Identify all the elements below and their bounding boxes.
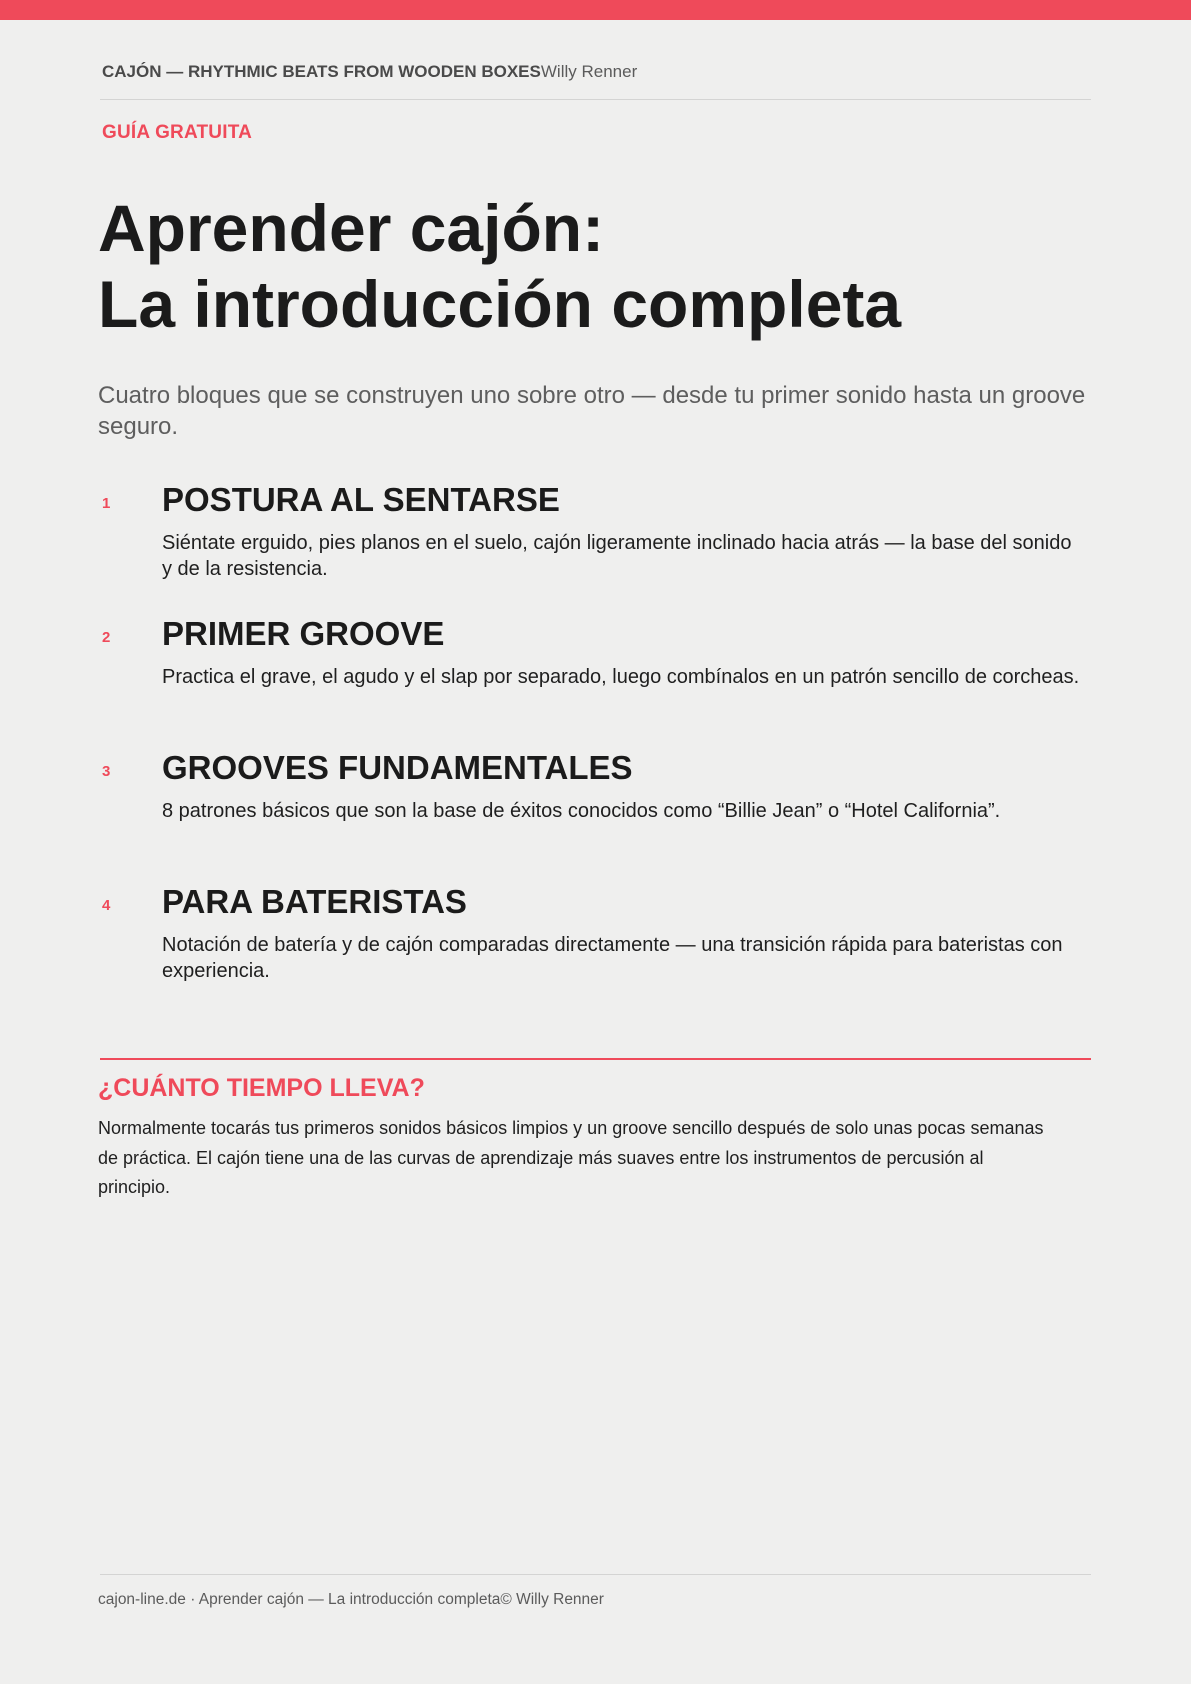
section-divider bbox=[100, 1058, 1091, 1060]
time-section-heading: ¿CUÁNTO TIEMPO LLEVA? bbox=[98, 1074, 425, 1102]
step-number: 4 bbox=[102, 897, 111, 914]
step-number: 3 bbox=[102, 763, 111, 780]
step-number: 1 bbox=[102, 495, 111, 512]
footer-source: cajon-line.de · Aprender cajón — La introducción completa bbox=[98, 1591, 501, 1608]
footer-copyright: © Willy Renner bbox=[500, 1591, 604, 1608]
top-accent-bar bbox=[0, 0, 1191, 20]
page-title-line-1: Aprender cajón: bbox=[98, 191, 605, 265]
header-brand: CAJÓN — RHYTHMIC BEATS FROM WOODEN BOXES bbox=[102, 62, 541, 81]
page-footer bbox=[98, 1590, 604, 1610]
page-title-line-2: La introducción completa bbox=[98, 267, 902, 341]
eyebrow-label: GUÍA GRATUITA bbox=[102, 122, 253, 143]
step-description: Siéntate erguido, pies planos en el suelo, cajón ligeramente inclinado hacia atrás — la base del sonido y de la resistencia. bbox=[162, 532, 1072, 580]
time-section-body: Normalmente tocarás tus primeros sonidos básicos limpios y un groove sencillo después de solo unas pocas semanas de práctica. El cajón tiene una de las curvas de aprendizaje más suaves entre los instrumentos de percusión al principio. bbox=[98, 1118, 1044, 1197]
step-title: PRIMER GROOVE bbox=[162, 615, 445, 652]
step-description: Notación de batería y de cajón comparadas directamente — una transición rápida para bateristas con experiencia. bbox=[162, 934, 1063, 982]
step-title: PARA BATERISTAS bbox=[162, 883, 467, 920]
step-title: POSTURA AL SENTARSE bbox=[162, 481, 560, 518]
page-subtitle: Cuatro bloques que se construyen uno sobre otro — desde tu primer sonido hasta un groove seguro. bbox=[98, 382, 1086, 440]
step-number: 2 bbox=[102, 629, 111, 646]
step-description: Practica el grave, el agudo y el slap por separado, luego combínalos en un patrón sencillo de corcheas. bbox=[162, 666, 1080, 688]
page-title bbox=[98, 190, 901, 342]
page-header bbox=[102, 61, 637, 83]
step-description: 8 patrones básicos que son la base de éxitos conocidos como “Billie Jean” o “Hotel California”. bbox=[162, 800, 1001, 822]
header-divider bbox=[100, 99, 1091, 100]
footer-divider bbox=[100, 1574, 1091, 1575]
step-title: GROOVES FUNDAMENTALES bbox=[162, 749, 633, 786]
header-author: Willy Renner bbox=[540, 62, 638, 81]
